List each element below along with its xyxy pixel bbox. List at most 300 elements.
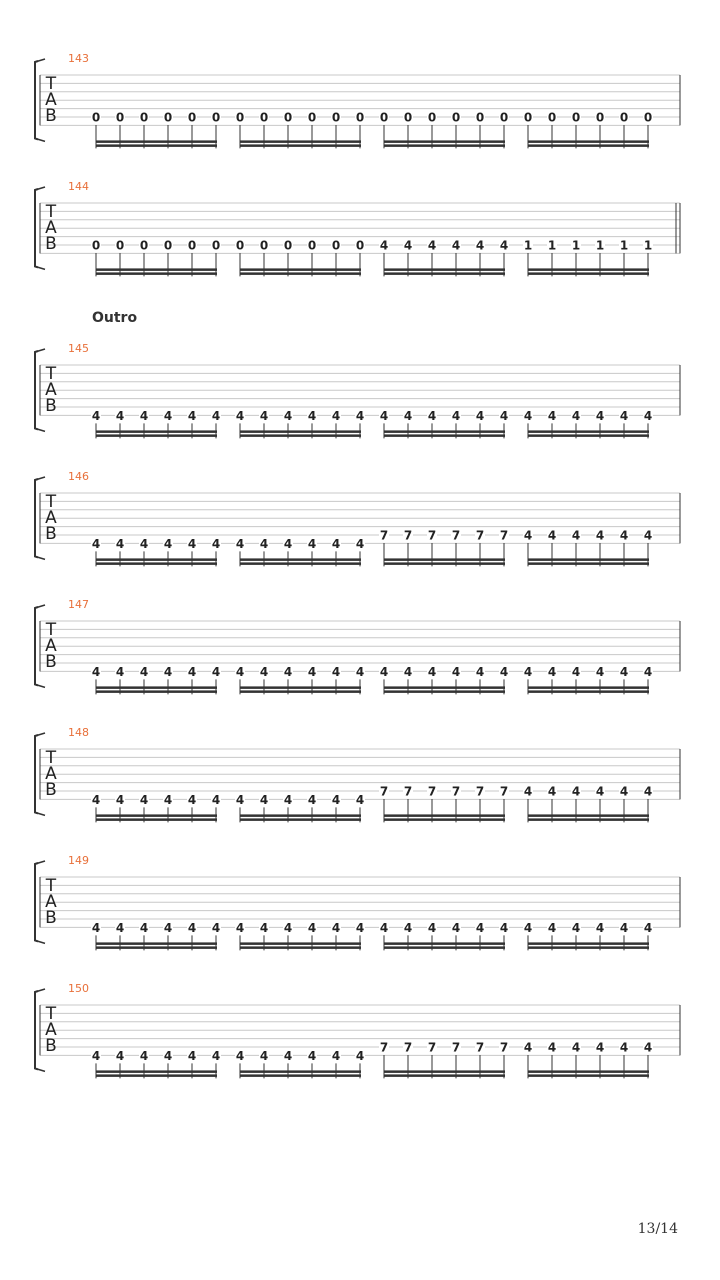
fret-number: 4 [139, 664, 149, 679]
beam-primary [528, 1074, 649, 1077]
beam-secondary [528, 558, 649, 561]
fret-number: 4 [307, 1048, 317, 1063]
fret-number: 0 [163, 238, 173, 253]
fret-number: 4 [475, 408, 485, 423]
fret-number: 7 [427, 784, 437, 799]
beam-primary [384, 144, 505, 147]
beam-secondary [96, 558, 217, 561]
fret-number: 7 [451, 1040, 461, 1055]
tab-clef-letter: T [45, 1004, 57, 1024]
fret-number: 4 [355, 1048, 365, 1063]
fret-number: 4 [475, 664, 485, 679]
fret-number: 4 [427, 664, 437, 679]
fret-number: 0 [307, 238, 317, 253]
fret-number: 4 [571, 528, 581, 543]
beam-primary [96, 144, 217, 147]
fret-number: 4 [595, 920, 605, 935]
beam-primary [384, 562, 505, 565]
measure-number: 145 [68, 342, 89, 355]
beam-secondary [384, 558, 505, 561]
fret-number: 4 [499, 238, 509, 253]
fret-number: 4 [643, 920, 653, 935]
fret-number: 4 [259, 1048, 269, 1063]
fret-number: 4 [163, 664, 173, 679]
measure-number: 143 [68, 52, 89, 65]
fret-number: 4 [139, 792, 149, 807]
fret-number: 7 [379, 784, 389, 799]
beam-secondary [240, 430, 361, 433]
fret-number: 7 [403, 1040, 413, 1055]
fret-number: 4 [91, 792, 101, 807]
beam-primary [96, 272, 217, 275]
fret-number: 4 [379, 408, 389, 423]
beam-primary [240, 272, 361, 275]
fret-number: 4 [523, 528, 533, 543]
fret-number: 7 [499, 528, 509, 543]
staff-bracket [35, 61, 38, 139]
beam-secondary [528, 686, 649, 689]
staff-bracket [35, 351, 38, 429]
fret-number: 4 [211, 664, 221, 679]
fret-number: 4 [211, 408, 221, 423]
fret-number: 7 [379, 528, 389, 543]
fret-number: 4 [595, 664, 605, 679]
beam-secondary [240, 686, 361, 689]
tab-clef-letter: T [45, 364, 57, 384]
fret-number: 4 [139, 1048, 149, 1063]
fret-number: 4 [547, 664, 557, 679]
tab-staff [35, 470, 680, 566]
fret-number: 4 [187, 920, 197, 935]
fret-number: 4 [523, 408, 533, 423]
beam-primary [240, 562, 361, 565]
fret-number: 0 [403, 110, 413, 125]
fret-number: 4 [211, 1048, 221, 1063]
fret-number: 4 [91, 664, 101, 679]
tab-staff [35, 342, 680, 438]
beam-secondary [528, 942, 649, 945]
fret-number: 4 [91, 920, 101, 935]
beam-primary [384, 1074, 505, 1077]
fret-number: 0 [211, 110, 221, 125]
fret-number: 0 [427, 110, 437, 125]
fret-number: 4 [115, 664, 125, 679]
fret-number: 1 [619, 238, 629, 253]
page-number: 13/14 [637, 1221, 678, 1237]
tab-clef-letter: B [45, 652, 57, 672]
beam-primary [384, 434, 505, 437]
fret-number: 4 [235, 408, 245, 423]
measure-number: 147 [68, 598, 89, 611]
fret-number: 4 [403, 408, 413, 423]
beam-primary [96, 690, 217, 693]
tab-staff [35, 982, 680, 1078]
fret-number: 4 [235, 792, 245, 807]
tab-clef-letter: A [45, 90, 57, 110]
fret-number: 4 [259, 920, 269, 935]
fret-number: 4 [571, 664, 581, 679]
fret-number: 4 [283, 920, 293, 935]
beam-secondary [384, 268, 505, 271]
fret-number: 4 [331, 408, 341, 423]
beam-secondary [240, 140, 361, 143]
fret-number: 4 [235, 536, 245, 551]
tab-clef-letter: A [45, 892, 57, 912]
fret-number: 4 [523, 664, 533, 679]
fret-number: 4 [619, 784, 629, 799]
fret-number: 0 [187, 110, 197, 125]
fret-number: 4 [595, 1040, 605, 1055]
fret-number: 4 [571, 1040, 581, 1055]
beam-primary [528, 434, 649, 437]
fret-number: 4 [451, 920, 461, 935]
fret-number: 4 [571, 408, 581, 423]
fret-number: 4 [355, 408, 365, 423]
beam-secondary [384, 942, 505, 945]
measure-number: 146 [68, 470, 89, 483]
measure-number: 144 [68, 180, 89, 193]
fret-number: 4 [163, 792, 173, 807]
fret-number: 4 [307, 792, 317, 807]
fret-number: 0 [115, 110, 125, 125]
fret-number: 4 [187, 1048, 197, 1063]
fret-number: 4 [283, 664, 293, 679]
beam-primary [384, 946, 505, 949]
staff-bracket [35, 991, 38, 1069]
beam-secondary [384, 1070, 505, 1073]
fret-number: 4 [619, 1040, 629, 1055]
fret-number: 4 [403, 664, 413, 679]
fret-number: 4 [379, 664, 389, 679]
tab-clef-letter: T [45, 492, 57, 512]
tab-staff [35, 180, 680, 276]
beam-secondary [96, 268, 217, 271]
fret-number: 4 [427, 920, 437, 935]
tab-clef-letter: T [45, 74, 57, 94]
fret-number: 4 [547, 920, 557, 935]
fret-number: 4 [547, 1040, 557, 1055]
measure-number: 150 [68, 982, 89, 995]
staff-bracket [35, 189, 38, 267]
fret-number: 4 [235, 1048, 245, 1063]
fret-number: 0 [331, 110, 341, 125]
fret-number: 0 [451, 110, 461, 125]
fret-number: 0 [307, 110, 317, 125]
fret-number: 4 [115, 1048, 125, 1063]
fret-number: 4 [619, 528, 629, 543]
fret-number: 4 [115, 408, 125, 423]
fret-number: 4 [499, 664, 509, 679]
fret-number: 4 [139, 408, 149, 423]
fret-number: 4 [259, 792, 269, 807]
fret-number: 4 [163, 1048, 173, 1063]
fret-number: 7 [379, 1040, 389, 1055]
beam-secondary [528, 814, 649, 817]
fret-number: 4 [403, 238, 413, 253]
fret-number: 4 [259, 536, 269, 551]
fret-number: 0 [91, 110, 101, 125]
fret-number: 4 [283, 536, 293, 551]
fret-number: 4 [187, 792, 197, 807]
fret-number: 4 [451, 408, 461, 423]
fret-number: 4 [547, 408, 557, 423]
fret-number: 4 [139, 536, 149, 551]
tab-clef-letter: T [45, 620, 57, 640]
beam-primary [240, 946, 361, 949]
fret-number: 7 [427, 528, 437, 543]
fret-number: 4 [547, 528, 557, 543]
fret-number: 4 [619, 920, 629, 935]
tab-clef-letter: A [45, 218, 57, 238]
fret-number: 4 [307, 920, 317, 935]
beam-primary [528, 272, 649, 275]
fret-number: 0 [355, 110, 365, 125]
beam-secondary [528, 268, 649, 271]
beam-secondary [240, 268, 361, 271]
fret-number: 0 [259, 110, 269, 125]
beam-primary [96, 562, 217, 565]
fret-number: 0 [211, 238, 221, 253]
fret-number: 4 [355, 536, 365, 551]
fret-number: 4 [523, 784, 533, 799]
fret-number: 4 [187, 536, 197, 551]
fret-number: 4 [499, 920, 509, 935]
fret-number: 4 [211, 792, 221, 807]
fret-number: 7 [451, 784, 461, 799]
fret-number: 4 [475, 920, 485, 935]
tab-clef-letter: T [45, 876, 57, 896]
fret-number: 1 [571, 238, 581, 253]
beam-primary [528, 144, 649, 147]
fret-number: 4 [139, 920, 149, 935]
fret-number: 0 [523, 110, 533, 125]
fret-number: 4 [235, 920, 245, 935]
beam-secondary [384, 430, 505, 433]
tab-clef-letter: T [45, 202, 57, 222]
fret-number: 1 [523, 238, 533, 253]
fret-number: 4 [595, 528, 605, 543]
fret-number: 7 [403, 784, 413, 799]
fret-number: 0 [163, 110, 173, 125]
staff-bracket [35, 863, 38, 941]
tab-clef-letter: B [45, 908, 57, 928]
fret-number: 4 [91, 536, 101, 551]
beam-secondary [240, 558, 361, 561]
fret-number: 7 [427, 1040, 437, 1055]
fret-number: 4 [379, 920, 389, 935]
fret-number: 1 [595, 238, 605, 253]
fret-number: 0 [115, 238, 125, 253]
fret-number: 4 [163, 408, 173, 423]
beam-secondary [240, 814, 361, 817]
fret-number: 4 [259, 408, 269, 423]
fret-number: 0 [259, 238, 269, 253]
fret-number: 4 [355, 792, 365, 807]
fret-number: 4 [523, 1040, 533, 1055]
fret-number: 7 [451, 528, 461, 543]
fret-number: 4 [427, 408, 437, 423]
beam-primary [528, 690, 649, 693]
beam-secondary [240, 942, 361, 945]
beam-secondary [528, 140, 649, 143]
fret-number: 0 [139, 110, 149, 125]
beam-primary [240, 144, 361, 147]
tab-clef-letter: B [45, 234, 57, 254]
beam-primary [96, 818, 217, 821]
fret-number: 0 [283, 110, 293, 125]
fret-number: 4 [331, 536, 341, 551]
fret-number: 0 [139, 238, 149, 253]
fret-number: 0 [283, 238, 293, 253]
fret-number: 4 [379, 238, 389, 253]
tab-clef-letter: A [45, 380, 57, 400]
fret-number: 4 [427, 238, 437, 253]
fret-number: 4 [523, 920, 533, 935]
beam-primary [240, 690, 361, 693]
fret-number: 4 [331, 664, 341, 679]
fret-number: 4 [331, 1048, 341, 1063]
beam-primary [384, 690, 505, 693]
fret-number: 4 [619, 408, 629, 423]
fret-number: 4 [283, 792, 293, 807]
beam-secondary [96, 814, 217, 817]
tab-clef-letter: B [45, 396, 57, 416]
fret-number: 0 [499, 110, 509, 125]
fret-number: 0 [475, 110, 485, 125]
fret-number: 4 [307, 664, 317, 679]
fret-number: 4 [187, 664, 197, 679]
beam-primary [384, 272, 505, 275]
fret-number: 0 [595, 110, 605, 125]
fret-number: 4 [643, 408, 653, 423]
fret-number: 4 [355, 664, 365, 679]
fret-number: 4 [163, 920, 173, 935]
beam-secondary [96, 430, 217, 433]
fret-number: 4 [283, 1048, 293, 1063]
fret-number: 0 [619, 110, 629, 125]
fret-number: 4 [643, 1040, 653, 1055]
fret-number: 4 [283, 408, 293, 423]
fret-number: 0 [547, 110, 557, 125]
tab-clef-letter: T [45, 748, 57, 768]
beam-secondary [384, 686, 505, 689]
fret-number: 4 [91, 1048, 101, 1063]
fret-number: 4 [187, 408, 197, 423]
fret-number: 4 [235, 664, 245, 679]
beam-primary [96, 1074, 217, 1077]
tab-staff [35, 854, 680, 950]
fret-number: 0 [331, 238, 341, 253]
fret-number: 4 [547, 784, 557, 799]
fret-number: 4 [643, 528, 653, 543]
measure-number: 148 [68, 726, 89, 739]
beam-secondary [384, 814, 505, 817]
fret-number: 4 [403, 920, 413, 935]
beam-primary [96, 434, 217, 437]
fret-number: 4 [211, 920, 221, 935]
tab-clef-letter: A [45, 764, 57, 784]
fret-number: 4 [619, 664, 629, 679]
beam-secondary [240, 1070, 361, 1073]
section-label-outro: Outro [92, 310, 138, 326]
beam-primary [528, 562, 649, 565]
fret-number: 4 [259, 664, 269, 679]
fret-number: 7 [499, 1040, 509, 1055]
tab-clef-letter: B [45, 106, 57, 126]
fret-number: 0 [355, 238, 365, 253]
fret-number: 0 [91, 238, 101, 253]
beam-primary [528, 818, 649, 821]
fret-number: 7 [499, 784, 509, 799]
fret-number: 1 [547, 238, 557, 253]
fret-number: 1 [643, 238, 653, 253]
fret-number: 4 [115, 536, 125, 551]
fret-number: 0 [235, 110, 245, 125]
beam-secondary [528, 1070, 649, 1073]
beam-secondary [96, 1070, 217, 1073]
beam-secondary [384, 140, 505, 143]
fret-number: 4 [331, 792, 341, 807]
fret-number: 4 [163, 536, 173, 551]
fret-number: 0 [187, 238, 197, 253]
tab-clef-letter: B [45, 524, 57, 544]
fret-number: 4 [451, 664, 461, 679]
fret-number: 4 [211, 536, 221, 551]
tab-clef-letter: B [45, 780, 57, 800]
tab-staff [35, 52, 680, 148]
tab-staff [35, 726, 680, 822]
fret-number: 4 [643, 784, 653, 799]
beam-primary [96, 946, 217, 949]
beam-secondary [96, 942, 217, 945]
fret-number: 0 [379, 110, 389, 125]
fret-number: 4 [91, 408, 101, 423]
fret-number: 4 [643, 664, 653, 679]
fret-number: 4 [595, 408, 605, 423]
fret-number: 7 [475, 528, 485, 543]
fret-number: 0 [235, 238, 245, 253]
fret-number: 4 [307, 536, 317, 551]
beam-primary [528, 946, 649, 949]
beam-primary [240, 818, 361, 821]
fret-number: 4 [571, 920, 581, 935]
fret-number: 7 [475, 1040, 485, 1055]
fret-number: 4 [499, 408, 509, 423]
staff-bracket [35, 607, 38, 685]
tab-clef-letter: B [45, 1036, 57, 1056]
beam-primary [240, 434, 361, 437]
tab-clef-letter: A [45, 636, 57, 656]
staff-bracket [35, 479, 38, 557]
fret-number: 4 [115, 920, 125, 935]
fret-number: 4 [451, 238, 461, 253]
beam-secondary [96, 686, 217, 689]
fret-number: 0 [643, 110, 653, 125]
measure-number: 149 [68, 854, 89, 867]
fret-number: 4 [115, 792, 125, 807]
fret-number: 0 [571, 110, 581, 125]
fret-number: 4 [571, 784, 581, 799]
beam-secondary [96, 140, 217, 143]
fret-number: 7 [475, 784, 485, 799]
fret-number: 4 [595, 784, 605, 799]
tab-clef-letter: A [45, 1020, 57, 1040]
tab-clef-letter: A [45, 508, 57, 528]
fret-number: 7 [403, 528, 413, 543]
beam-secondary [528, 430, 649, 433]
fret-number: 4 [475, 238, 485, 253]
beam-primary [384, 818, 505, 821]
